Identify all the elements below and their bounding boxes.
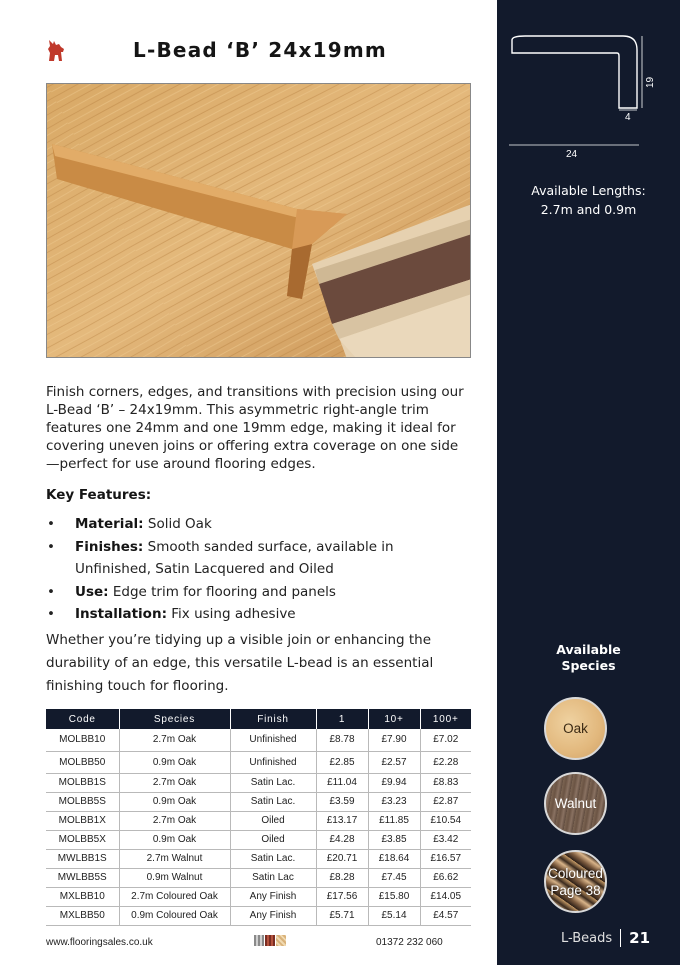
cell-finish: Satin Lac — [230, 868, 316, 887]
cell-code: MXLBB10 — [46, 887, 119, 906]
cell-price-10: £18.64 — [368, 849, 420, 868]
table-row — [46, 887, 471, 906]
cell-code: MOLBB1X — [46, 811, 119, 830]
cell-price-10: £3.23 — [368, 792, 420, 811]
cell-price-100: £4.57 — [420, 906, 471, 925]
brand-logo-icon — [46, 38, 66, 62]
table-row — [46, 849, 471, 868]
cell-price-10: £11.85 — [368, 811, 420, 830]
cell-price-100: £14.05 — [420, 887, 471, 906]
cell-price-1: £8.28 — [316, 868, 368, 887]
cell-price-10: £3.85 — [368, 830, 420, 849]
feature-installation: • Installation: Fix using adhesive — [46, 603, 466, 626]
cell-code: MOLBB1S — [46, 773, 119, 792]
cell-price-10: £7.45 — [368, 868, 420, 887]
page-number: 21 — [629, 929, 651, 947]
cell-price-10: £9.94 — [368, 773, 420, 792]
table-row — [46, 830, 471, 849]
cell-price-100: £2.28 — [420, 751, 471, 773]
cell-price-100: £8.83 — [420, 773, 471, 792]
cell-species: 0.9m Oak — [119, 792, 230, 811]
cell-price-10: £15.80 — [368, 887, 420, 906]
cell-code: MXLBB50 — [46, 906, 119, 925]
table-row — [46, 751, 471, 773]
footer-phone: 01372 232 060 — [376, 937, 443, 948]
col-header-qty-1: 1 — [316, 709, 368, 729]
cell-price-100: £2.87 — [420, 792, 471, 811]
key-features-list — [46, 513, 466, 626]
cell-species: 0.9m Coloured Oak — [119, 906, 230, 925]
cell-finish: Satin Lac. — [230, 792, 316, 811]
section-page-marker — [561, 929, 650, 947]
cell-finish: Any Finish — [230, 906, 316, 925]
col-header-code: Code — [46, 709, 119, 729]
cell-price-10: £2.57 — [368, 751, 420, 773]
species-swatch-oak: Oak — [544, 697, 607, 760]
cell-species: 2.7m Walnut — [119, 849, 230, 868]
available-lengths-value: 2.7m and 0.9m — [540, 202, 637, 217]
cell-finish: Oiled — [230, 811, 316, 830]
table-row — [46, 906, 471, 925]
side-panel — [497, 0, 680, 965]
cell-code: MWLBB1S — [46, 849, 119, 868]
cell-code: MWLBB5S — [46, 868, 119, 887]
page-title: L-Bead ‘B’ 24x19mm — [133, 38, 387, 62]
profile-diagram — [507, 28, 672, 163]
cell-price-100: £16.57 — [420, 849, 471, 868]
cell-species: 2.7m Oak — [119, 773, 230, 792]
table-header-row — [46, 709, 471, 729]
key-features-title: Key Features: — [46, 487, 152, 503]
footer-website: www.flooringsales.co.uk — [46, 937, 153, 948]
cell-code: MOLBB5S — [46, 792, 119, 811]
available-species-title: Available Species — [556, 642, 621, 673]
table-row — [46, 729, 471, 751]
profile-thickness-label: 4 — [625, 112, 631, 123]
available-lengths-title: Available Lengths: — [531, 183, 646, 198]
feature-use: • Use: Edge trim for flooring and panels — [46, 581, 466, 604]
species-swatch-coloured: Coloured Page 38 — [544, 850, 607, 913]
cell-price-100: £6.62 — [420, 868, 471, 887]
cell-price-10: £5.14 — [368, 906, 420, 925]
cell-finish: Unfinished — [230, 729, 316, 751]
section-name: L-Beads — [561, 930, 613, 946]
cell-price-1: £2.85 — [316, 751, 368, 773]
profile-height-label: 19 — [645, 76, 656, 88]
cell-price-10: £7.90 — [368, 729, 420, 751]
cell-finish: Satin Lac. — [230, 773, 316, 792]
profile-width-label: 24 — [566, 149, 578, 160]
cell-price-1: £17.56 — [316, 887, 368, 906]
feature-material: • Material: Solid Oak — [46, 513, 466, 536]
cell-price-1: £20.71 — [316, 849, 368, 868]
cell-price-1: £8.78 — [316, 729, 368, 751]
feature-finishes: • Finishes: Smooth sanded surface, available in Unfinished, Satin Lacquered and Oiled — [46, 536, 466, 581]
cell-finish: Any Finish — [230, 887, 316, 906]
footer-wood-swatches-icon — [254, 935, 286, 946]
species-swatch-walnut: Walnut — [544, 772, 607, 835]
cell-price-100: £10.54 — [420, 811, 471, 830]
cell-code: MOLBB5X — [46, 830, 119, 849]
table-row — [46, 811, 471, 830]
available-lengths — [497, 181, 680, 219]
cell-price-100: £7.02 — [420, 729, 471, 751]
col-header-qty-10: 10+ — [368, 709, 420, 729]
product-photo — [46, 83, 471, 358]
cell-price-1: £4.28 — [316, 830, 368, 849]
col-header-finish: Finish — [230, 709, 316, 729]
cell-price-1: £5.71 — [316, 906, 368, 925]
cell-species: 0.9m Oak — [119, 751, 230, 773]
cell-code: MOLBB50 — [46, 751, 119, 773]
cell-price-1: £3.59 — [316, 792, 368, 811]
cell-code: MOLBB10 — [46, 729, 119, 751]
cell-price-1: £13.17 — [316, 811, 368, 830]
cell-species: 0.9m Walnut — [119, 868, 230, 887]
divider — [620, 929, 621, 947]
cell-finish: Satin Lac. — [230, 849, 316, 868]
table-row — [46, 773, 471, 792]
cell-price-1: £11.04 — [316, 773, 368, 792]
cell-finish: Oiled — [230, 830, 316, 849]
cell-price-100: £3.42 — [420, 830, 471, 849]
intro-paragraph: Finish corners, edges, and transitions with precision using our L-Bead ‘B’ – 24x19mm. This asymmetric right-angle trim features one 24mm and one 19mm edge, making it ideal for covering uneven joins or offering extra coverage on one side—perfect for use around flooring edges. — [46, 384, 464, 472]
outro-paragraph: Whether you’re tidying up a visible join or enhancing the durability of an edge, this versatile L-bead is an essential finishing touch for flooring. — [46, 632, 434, 694]
cell-finish: Unfinished — [230, 751, 316, 773]
table-row — [46, 792, 471, 811]
col-header-qty-100: 100+ — [420, 709, 471, 729]
cell-species: 2.7m Oak — [119, 811, 230, 830]
cell-species: 0.9m Oak — [119, 830, 230, 849]
col-header-species: Species — [119, 709, 230, 729]
cell-species: 2.7m Coloured Oak — [119, 887, 230, 906]
price-table — [46, 709, 471, 926]
table-row — [46, 868, 471, 887]
cell-species: 2.7m Oak — [119, 729, 230, 751]
